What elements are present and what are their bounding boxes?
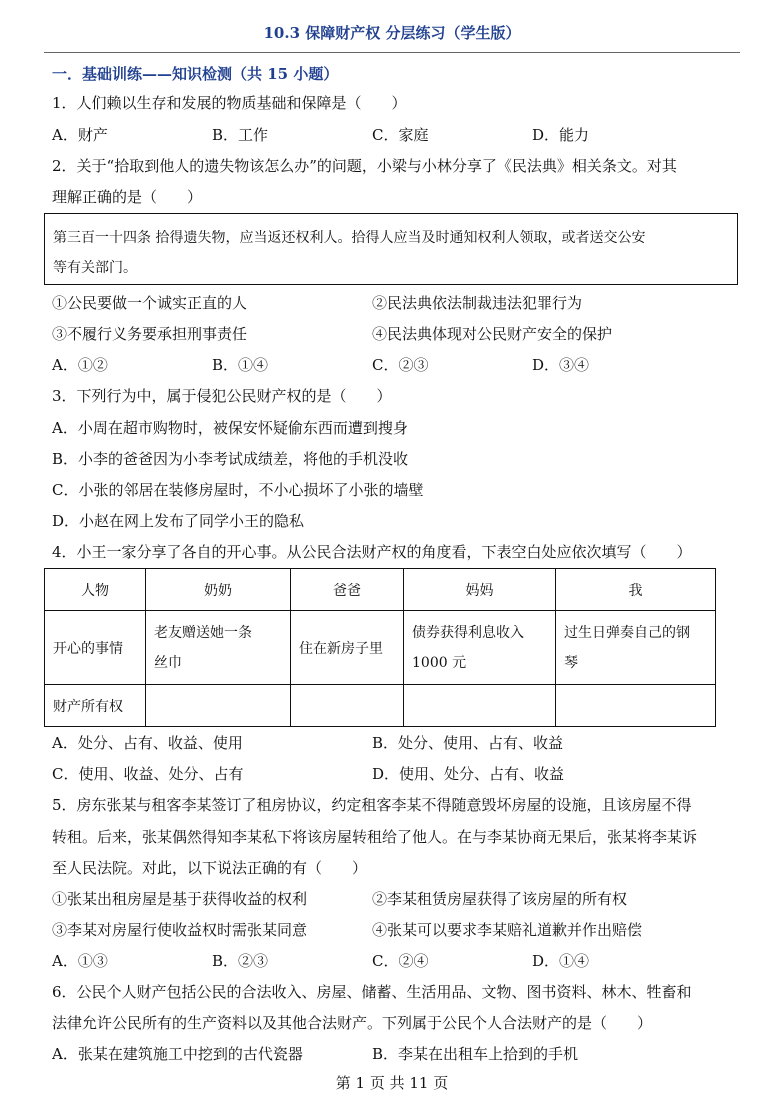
table-header-cell: 妈妈 bbox=[404, 569, 556, 611]
q1-option-b: B．工作 bbox=[212, 126, 269, 144]
page-number: 第 1 页 共 11 页 bbox=[335, 1074, 449, 1092]
table-cell bbox=[146, 611, 291, 685]
table-header-row bbox=[45, 569, 716, 611]
table-row-label: 财产所有权 bbox=[45, 685, 146, 727]
table-blank-cell bbox=[146, 685, 291, 727]
q5-item-3: ③李某对房屋行使收益权时需张某同意 bbox=[52, 921, 308, 939]
q2-option-c: C．②③ bbox=[372, 356, 429, 374]
law-article-box bbox=[44, 213, 738, 285]
table-cell: 住在新房子里 bbox=[291, 611, 404, 685]
q2-item-2: ②民法典依法制裁违法犯罪行为 bbox=[372, 294, 583, 312]
question-3-stem: 3．下列行为中，属于侵犯公民财产权的是（ ） bbox=[52, 387, 392, 405]
table-cell bbox=[404, 611, 556, 685]
page-title: 10.3 保障财产权 分层练习（学生版） bbox=[263, 24, 521, 42]
question-6-stem-line1: 6．公民个人财产包括公民的合法收入、房屋、储蓄、生活用品、文物、图书资料、林木、牲畜和 bbox=[52, 983, 692, 1001]
q4-option-c: C．使用、收益、处分、占有 bbox=[52, 765, 244, 783]
q3-option-d: D．小赵在网上发布了同学小王的隐私 bbox=[52, 512, 305, 530]
question-1-stem: 1．人们赖以生存和发展的物质基础和保障是（ ） bbox=[52, 94, 407, 112]
table-header-cell: 人物 bbox=[45, 569, 146, 611]
q3-option-b: B．小李的爸爸因为小李考试成绩差，将他的手机没收 bbox=[52, 450, 409, 468]
table-blank-cell bbox=[291, 685, 404, 727]
q2-option-b: B．①④ bbox=[212, 356, 269, 374]
question-2-stem-line1: 2．关于“拾取到他人的遗失物该怎么办”的问题，小梁与小林分享了《民法典》相关条文。对其 bbox=[52, 157, 677, 175]
table-row bbox=[45, 685, 716, 727]
table-header-cell: 我 bbox=[556, 569, 716, 611]
table-row-label: 开心的事情 bbox=[45, 611, 146, 685]
table-cell-line: 老友赠送她一条 bbox=[154, 624, 252, 641]
q5-option-a: A．①③ bbox=[52, 952, 108, 970]
q3-option-c: C．小张的邻居在装修房屋时，不小心损坏了小张的墙壁 bbox=[52, 481, 424, 499]
q2-option-d: D．③④ bbox=[532, 356, 590, 374]
table-cell-line: 琴 bbox=[564, 654, 578, 671]
table-blank-cell bbox=[556, 685, 716, 727]
q2-item-4: ④民法典体现对公民财产安全的保护 bbox=[372, 325, 613, 343]
table-cell-line: 债券获得利息收入 bbox=[412, 624, 524, 641]
q5-item-1: ①张某出租房屋是基于获得收益的权利 bbox=[52, 890, 308, 908]
q1-option-c: C．家庭 bbox=[372, 126, 429, 144]
q5-option-c: C．②④ bbox=[372, 952, 429, 970]
q2-item-3: ③不履行义务要承担刑事责任 bbox=[52, 325, 248, 343]
q1-option-a: A．财产 bbox=[52, 126, 108, 144]
table-cell bbox=[556, 611, 716, 685]
q6-option-a: A．张某在建筑施工中挖到的古代瓷器 bbox=[52, 1045, 303, 1063]
law-article-line2: 等有关部门。 bbox=[53, 260, 137, 276]
table-cell-line: 丝巾 bbox=[154, 654, 182, 671]
table-blank-cell bbox=[404, 685, 556, 727]
q1-option-d: D．能力 bbox=[532, 126, 590, 144]
question-5-stem-line2: 转租。后来，张某偶然得知李某私下将该房屋转租给了他人。在与李某协商无果后，张某将李某诉 bbox=[52, 828, 698, 846]
q5-option-b: B．②③ bbox=[212, 952, 269, 970]
section-title: 一．基础训练——知识检测（共 15 小题） bbox=[52, 65, 339, 83]
q2-option-a: A．①② bbox=[52, 356, 108, 374]
law-article-line1: 第三百一十四条 拾得遗失物，应当返还权利人。拾得人应当及时通知权利人领取，或者送交公安 bbox=[53, 230, 646, 246]
q4-option-b: B．处分、使用、占有、收益 bbox=[372, 734, 564, 752]
q2-item-1: ①公民要做一个诚实正直的人 bbox=[52, 294, 248, 312]
table-header-cell: 奶奶 bbox=[146, 569, 291, 611]
q5-item-2: ②李某租赁房屋获得了该房屋的所有权 bbox=[372, 890, 628, 908]
q6-option-b: B．李某在出租车上拾到的手机 bbox=[372, 1045, 579, 1063]
q5-option-d: D．①④ bbox=[532, 952, 590, 970]
table-cell-line: 过生日弹奏自己的钢 bbox=[564, 624, 690, 641]
q3-option-a: A．小周在超市购物时，被保安怀疑偷东西而遭到搜身 bbox=[52, 419, 408, 437]
header-divider bbox=[44, 52, 740, 53]
table-row bbox=[45, 611, 716, 685]
q5-item-4: ④张某可以要求李某赔礼道歉并作出赔偿 bbox=[372, 921, 643, 939]
q4-option-d: D．使用、处分、占有、收益 bbox=[372, 765, 565, 783]
question-2-stem-line2: 理解正确的是（ ） bbox=[52, 188, 203, 206]
q4-option-a: A．处分、占有、收益、使用 bbox=[52, 734, 243, 752]
question-4-stem: 4．小王一家分享了各自的开心事。从公民合法财产权的角度看，下表空白处应依次填写（ ） bbox=[52, 543, 692, 561]
question-5-stem-line3: 至人民法院。对此，以下说法正确的有（ ） bbox=[52, 859, 368, 877]
question-6-stem-line2: 法律允许公民所有的生产资料以及其他合法财产。下列属于公民个人合法财产的是（ ） bbox=[52, 1014, 653, 1032]
question-5-stem-line1: 5．房东张某与租客李某签订了租房协议，约定租客李某不得随意毁坏房屋的设施，且该房屋不得 bbox=[52, 796, 692, 814]
table-header-cell: 爸爸 bbox=[291, 569, 404, 611]
table-cell-line: 1000 元 bbox=[412, 654, 467, 671]
family-table bbox=[44, 568, 716, 727]
